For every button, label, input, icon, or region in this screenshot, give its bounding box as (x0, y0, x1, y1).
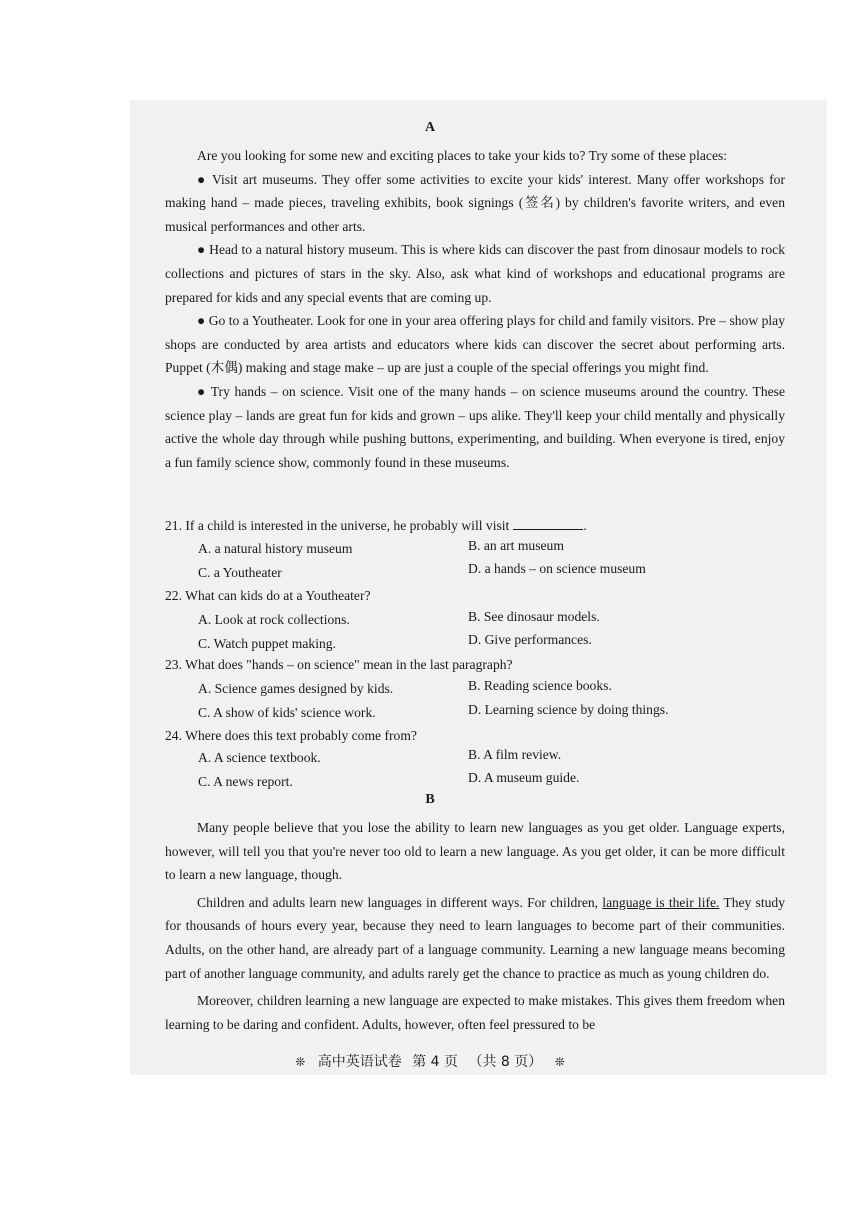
q22-option-b[interactable]: B. See dinosaur models. (468, 609, 600, 624)
q22-option-c[interactable]: C. Watch puppet making. (198, 636, 336, 651)
q24-option-c[interactable]: C. A news report. (198, 774, 293, 789)
passage-b-paragraph-1: Many people believe that you lose the ability to learn new languages as you get older. Language experts, however, will tell you that you're never too old to learn a new language. As you get older, it can be more difficult to learn a new language, though. (165, 820, 785, 883)
page-footer (0, 1051, 860, 1071)
page-number: 第 4 页 (412, 1054, 458, 1070)
question-24: 24. Where does this text probably come from? (165, 728, 417, 743)
answer-blank[interactable] (513, 517, 583, 530)
question-21: 21. If a child is interested in the universe, he probably will visit . (165, 518, 587, 533)
passage-b (165, 816, 785, 1036)
passage-a (165, 144, 785, 474)
passage-a-bullet-4: ● Try hands – on science. Visit one of the many hands – on science museums around the country. These science play – lands are great fun for kids and grown – ups alike. They'll keep your child mentally and physically active the whole day through while pushing buttons, experimenting, and building. When everyone is tired, enjoy a fun family science show, commonly found in these museums. (165, 383, 785, 470)
passage-a-intro: Are you looking for some new and exciting places to take your kids to? Try some of these places: (197, 148, 728, 163)
q24-option-d[interactable]: D. A museum guide. (468, 770, 580, 785)
bullet-icon: ● (197, 171, 207, 187)
passage-a-bullet-3: ● Go to a Youtheater. Look for one in your area offering plays for child and family visitors. Pre – show play shops are conducted by area artists and educators where kids can discover the secret about performing arts. Puppet (木偶) making and stage make – up are just a couple of the special offerings you might find. (165, 313, 786, 376)
q23-option-d[interactable]: D. Learning science by doing things. (468, 702, 669, 717)
q21-option-b[interactable]: B. an art museum (468, 538, 564, 553)
question-23: 23. What does "hands – on science" mean in the last paragraph? (165, 657, 513, 672)
passage-b-paragraph-2: Children and adults learn new languages in different ways. For children, language is their life. They study for thousands of hours every year, because they need to learn languages to become part of their communities. Adults, on the other hand, are already part of a language community. Learning a new language means becoming part of another language community, and adults rarely get the chance to practice as much as young children do. (165, 894, 785, 981)
passage-a-bullet-1: ● Visit art museums. They offer some activities to excite your kids' interest. Many offer workshops for making hand – made pieces, traveling exhibits, book signings (签名) by children's favorite writers, and even musical performances and other arts. (165, 171, 786, 234)
page-total: （共 8 页） (468, 1054, 543, 1070)
q23-option-a[interactable]: A. Science games designed by kids. (198, 681, 394, 696)
q22-option-a[interactable]: A. Look at rock collections. (198, 612, 350, 627)
q23-option-c[interactable]: C. A show of kids' science work. (198, 705, 376, 720)
question-22: 22. What can kids do at a Youtheater? (165, 588, 371, 603)
bullet-icon: ● (197, 383, 207, 399)
exam-name: 高中英语试卷 (317, 1054, 402, 1070)
section-b-title: B (425, 792, 435, 807)
bullet-icon: ● (197, 313, 206, 329)
bullet-icon: ● (197, 242, 206, 258)
decorative-flower-icon: ❊ (295, 1055, 306, 1069)
q21-option-a[interactable]: A. a natural history museum (198, 541, 353, 556)
section-a-title: A (424, 120, 436, 135)
decorative-flower-icon: ❊ (554, 1055, 565, 1069)
q21-option-d[interactable]: D. a hands – on science museum (468, 561, 646, 576)
q22-option-d[interactable]: D. Give performances. (468, 632, 592, 647)
q23-option-b[interactable]: B. Reading science books. (468, 678, 612, 693)
underlined-phrase: language is their life. (602, 894, 720, 910)
passage-a-bullet-2: ● Head to a natural history museum. This is where kids can discover the past from dinosaur models to rock collections and pictures of stars in the sky. Also, ask what kind of workshops and educational programs are prepared for kids and any special events that are coming up. (165, 242, 785, 305)
q24-option-b[interactable]: B. A film review. (468, 747, 562, 762)
q24-option-a[interactable]: A. A science textbook. (198, 750, 321, 765)
q21-option-c[interactable]: C. a Youtheater (198, 565, 282, 580)
passage-b-paragraph-3: Moreover, children learning a new language are expected to make mistakes. This gives them freedom when learning to be daring and confident. Adults, however, often feel pressured to be (165, 993, 785, 1032)
